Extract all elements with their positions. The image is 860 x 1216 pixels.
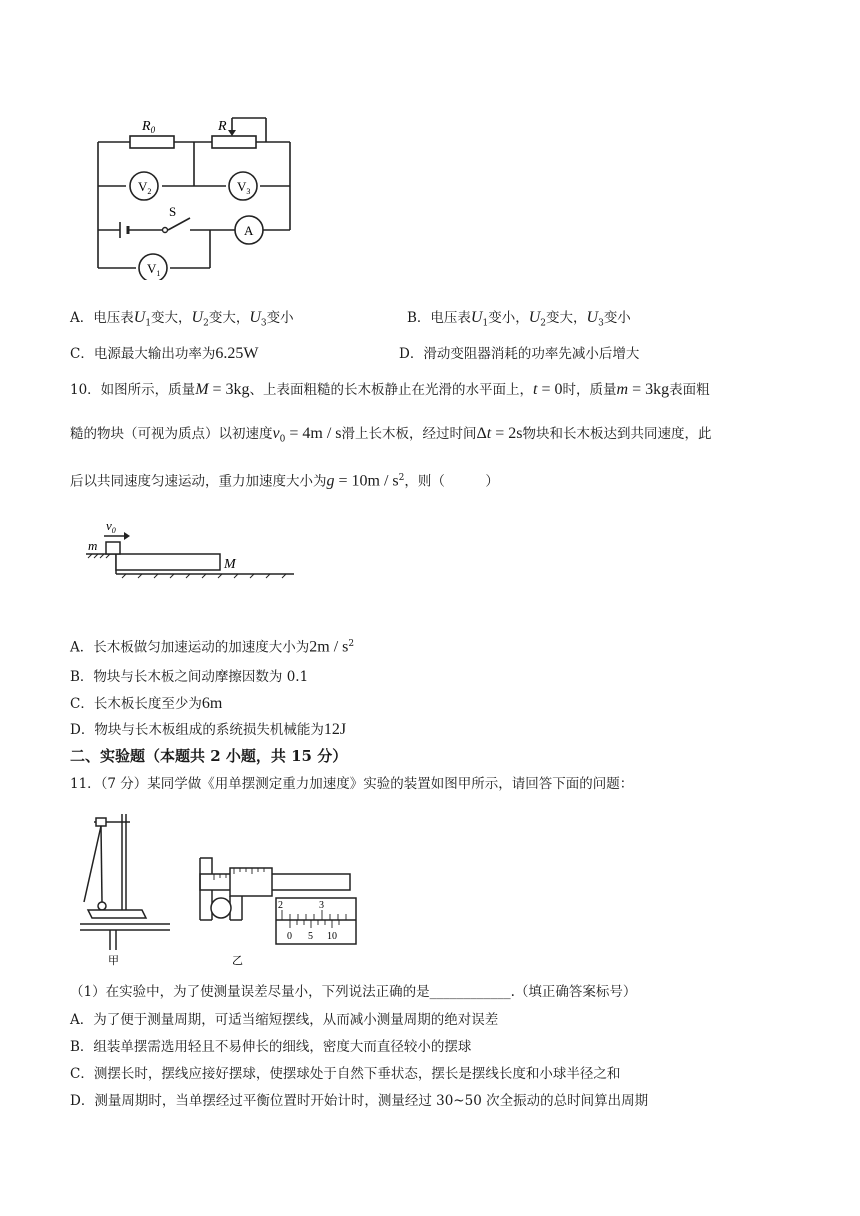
section-title: 二、实验题（本题共 2 小题，共 15 分） <box>70 747 348 765</box>
q10-option-d: D．物块与长木板组成的系统损失机械能为12J <box>70 721 347 738</box>
q11-option-a: A．为了便于测量周期，可适当缩短摆线，从而减小测量周期的绝对误差 <box>70 1012 499 1028</box>
rheostat <box>212 136 256 148</box>
svg-text:5: 5 <box>308 931 313 942</box>
svg-text:甲: 甲 <box>108 955 119 967</box>
q9-option-d: D．滑动变阻器消耗的功率先减小后增大 <box>399 346 640 362</box>
svg-text:0: 0 <box>287 931 292 942</box>
q10-stem-line3: 后以共同速度匀速运动，重力加速度大小为$g = 10m / s^2$，则（ ） <box>70 472 499 490</box>
q10-stem-line1: 10．如图所示，质量M = 3kg、上表面粗糙的长木板静止在光滑的水平面上，t = 0时，质量m = 3kg表面粗 <box>70 381 710 398</box>
svg-text:V1: $V_1$ <box>147 261 161 278</box>
svg-text:V3: $V_3$ <box>237 179 251 196</box>
svg-text:R: R <box>218 119 227 134</box>
svg-text:3: 3 <box>319 900 324 911</box>
block-board-figure <box>82 512 298 580</box>
q11-option-d: D．测量周期时，当单摆经过平衡位置时开始计时，测量经过 30~50 次全振动的总时间算出周期 <box>70 1093 649 1109</box>
svg-text:V2: $V_2$ <box>138 179 152 196</box>
q10-option-a: A．长木板做匀加速运动的加速度大小为$2m / s^2$ <box>70 638 355 656</box>
q11-option-c: C．测摆长时，摆线应接好摆球，使摆球处于自然下垂状态，摆长是摆线长度和小球半径之和 <box>70 1066 621 1082</box>
pendulum-stand-figure <box>74 808 174 968</box>
circuit-diagram <box>90 110 300 280</box>
q11-option-b: B．组装单摆需选用轻且不易伸长的细线，密度大而直径较小的摆球 <box>70 1039 472 1055</box>
svg-text:m: m <box>88 538 98 553</box>
q9-option-c: C．电源最大输出功率为6.25W <box>70 345 259 362</box>
q9-option-b: B．电压表$U_1$变小，$U_2$变大，$U_3$变小 <box>407 309 631 329</box>
svg-text:A: A <box>244 223 254 238</box>
r0-resistor <box>130 136 174 148</box>
svg-text:S: S <box>169 204 177 219</box>
svg-text:10: 10 <box>327 931 337 942</box>
q9-option-a: A．电压表$U_1$变大，$U_2$变大，$U_3$变小 <box>70 309 294 329</box>
vernier-caliper-figure <box>190 848 360 970</box>
q10-stem-line2: 糙的物块（可视为质点）以初速度$v_0 = 4m / s$滑上长木板，经过时间Δt = 2s物块和长木板达到共同速度，此 <box>70 425 712 445</box>
q11-part1: （1）在实验中，为了使测量误差尽量小，下列说法正确的是____________.（填正确答案标号） <box>70 984 637 1000</box>
q10-option-c: C．长木板长度至少为6m <box>70 695 223 712</box>
svg-text:乙: 乙 <box>232 955 243 967</box>
svg-text:M: M <box>224 557 236 572</box>
svg-text:R0: $R_0$ <box>142 119 156 135</box>
svg-text:2: 2 <box>278 900 283 911</box>
q11-intro: 11．（7 分）某同学做《用单摆测定重力加速度》实验的装置如图甲所示，请回答下面的问题： <box>70 776 634 792</box>
q10-option-b: B．物块与长木板之间动摩擦因数为 0.1 <box>70 669 309 685</box>
svg-text:v0: $v_0$ <box>106 518 116 535</box>
